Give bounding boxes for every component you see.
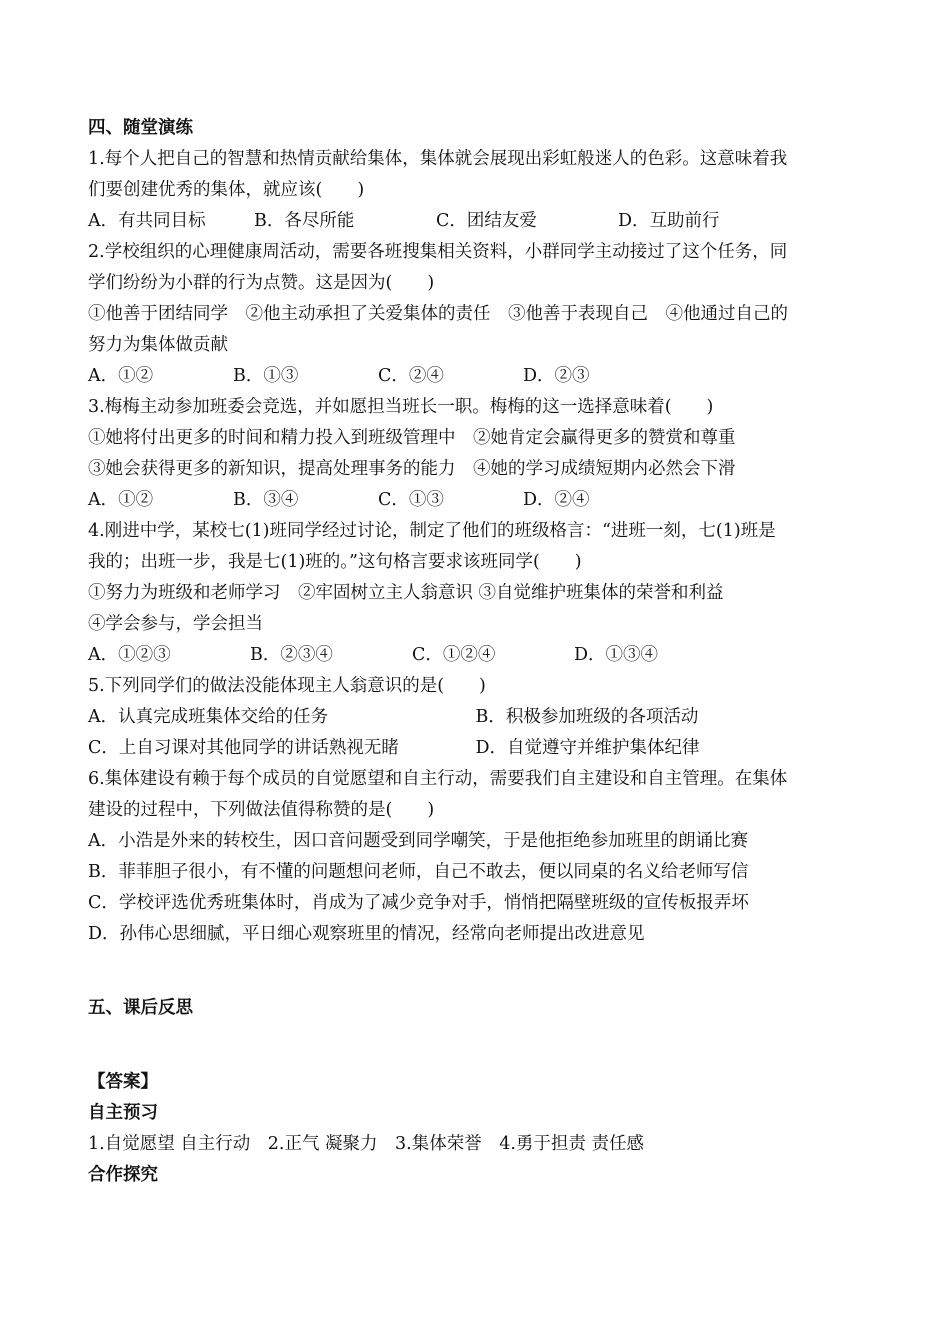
question-6	[88, 764, 863, 950]
option-c: C．②④	[378, 366, 444, 386]
option-b: B．积极参加班级的各项活动	[475, 707, 699, 727]
question-text: 2.学校组织的心理健康周活动，需要各班搜集相关资料，小群同学主动接过了这个任务，同	[88, 242, 788, 262]
question-text: 们要创建优秀的集体，就应该( )	[88, 180, 365, 200]
option-b: B．②③④	[250, 645, 333, 665]
question-statements: 努力为集体做贡献	[88, 335, 228, 355]
question-statements: ③她会获得更多的新知识，提高处理事务的能力 ④她的学习成绩短期内必然会下滑	[88, 459, 736, 479]
preview-answers: 1.自觉愿望 自主行动 2.正气 凝聚力 3.集体荣誉 4.勇于担责 责任感	[88, 1134, 644, 1154]
option-d: D．互助前行	[618, 211, 720, 231]
question-1	[88, 144, 863, 237]
options-row	[88, 702, 863, 733]
question-statements: ④学会参与，学会担当	[88, 614, 263, 634]
question-text: 6.集体建设有赖于每个成员的自觉愿望和自主行动，需要我们自主建设和自主管理。在集体	[88, 769, 788, 789]
answers-title: 【答案】	[88, 1072, 158, 1092]
question-5	[88, 671, 863, 764]
option-d: D．孙伟心思细腻，平日细心观察班里的情况，经常向老师提出改进意见	[88, 924, 645, 944]
question-text: 5.下列同学们的做法没能体现主人翁意识的是( )	[88, 676, 486, 696]
option-c: C．学校评选优秀班集体时，肖成为了减少竞争对手，悄悄把隔壁班级的宣传板报弄坏	[88, 893, 749, 913]
document-page	[88, 113, 863, 1191]
question-statements: ①努力为班级和老师学习 ②牢固树立主人翁意识 ③自觉维护班集体的荣誉和利益	[88, 583, 724, 603]
question-text: 学们纷纷为小群的行为点赞。这是因为( )	[88, 273, 435, 293]
options-row	[88, 361, 863, 392]
option-a: A．①②③	[88, 645, 171, 665]
question-2	[88, 237, 863, 392]
option-a: A．小浩是外来的转校生，因口音问题受到同学嘲笑，于是他拒绝参加班里的朗诵比赛	[88, 831, 749, 851]
options-row	[88, 485, 863, 516]
option-c: C．①③	[378, 490, 444, 510]
question-text: 建设的过程中，下列做法值得称赞的是( )	[88, 800, 435, 820]
options-row	[88, 206, 863, 237]
option-c: C．①②④	[412, 645, 496, 665]
option-d: D．①③④	[574, 645, 659, 665]
question-statements: ①他善于团结同学 ②他主动承担了关爱集体的责任 ③他善于表现自己 ④他通过自己的	[88, 304, 788, 324]
option-a: A．①②	[88, 490, 154, 510]
option-a: A．认真完成班集体交给的任务	[88, 707, 329, 727]
option-a: A．有共同目标	[88, 211, 206, 231]
option-b: B．菲菲胆子很小，有不懂的问题想问老师，自己不敢去，便以同桌的名义给老师写信	[88, 862, 749, 882]
preview-title: 自主预习	[88, 1103, 158, 1123]
option-d: D．②④	[523, 490, 590, 510]
option-b: B．各尽所能	[254, 211, 355, 231]
section-4-title: 四、随堂演练	[88, 118, 193, 138]
question-4	[88, 516, 863, 671]
option-c: C．上自习课对其他同学的讲话熟视无睹	[88, 738, 399, 758]
question-statements: ①她将付出更多的时间和精力投入到班级管理中 ②她肯定会赢得更多的赞赏和尊重	[88, 428, 736, 448]
options-row	[88, 640, 863, 671]
question-text: 4.刚进中学，某校七(1)班同学经过讨论，制定了他们的班级格言：“进班一刻，七(1)班是	[88, 521, 776, 541]
explore-title: 合作探究	[88, 1165, 158, 1185]
question-text: 1.每个人把自己的智慧和热情贡献给集体，集体就会展现出彩虹般迷人的色彩。这意味着我	[88, 149, 788, 169]
option-c: C．团结友爱	[436, 211, 537, 231]
option-a: A．①②	[88, 366, 154, 386]
option-d: D．自觉遵守并维护集体纪律	[475, 738, 700, 758]
question-text: 3.梅梅主动参加班委会竞选，并如愿担当班长一职。梅梅的这一选择意味着( )	[88, 397, 714, 417]
option-b: B．①③	[233, 366, 299, 386]
option-d: D．②③	[523, 366, 590, 386]
section-5-title: 五、课后反思	[88, 998, 193, 1018]
question-text: 我的；出班一步，我是七(1)班的。”这句格言要求该班同学( )	[88, 552, 582, 572]
option-b: B．③④	[233, 490, 299, 510]
question-3	[88, 392, 863, 516]
options-row	[88, 733, 863, 764]
